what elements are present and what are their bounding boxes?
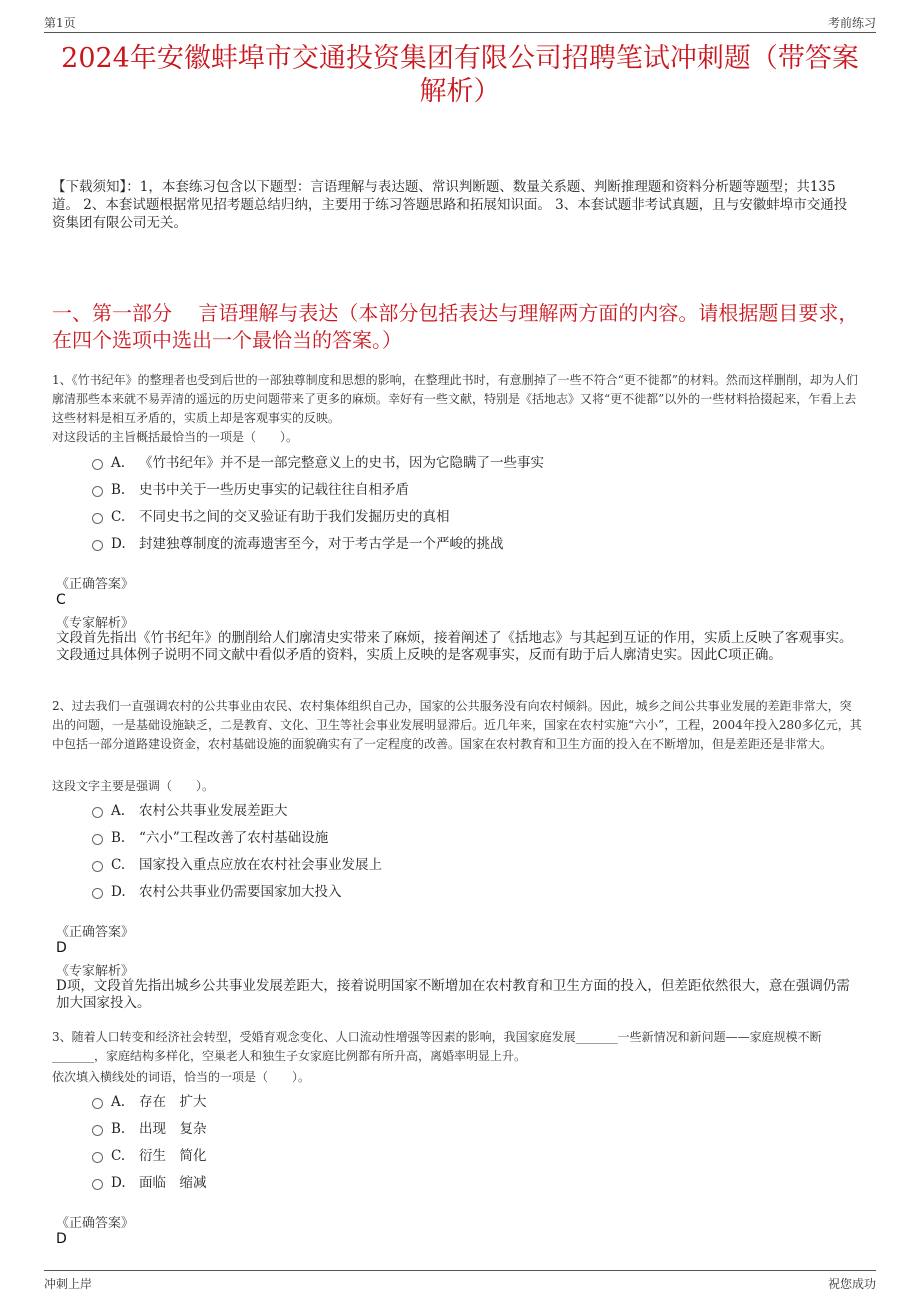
- document-title: 2024年安徽蚌埠市交通投资集团有限公司招聘笔试冲刺题（带答案解析）: [61, 43, 859, 107]
- page-number: 第1页: [44, 16, 76, 30]
- question-1-option-c[interactable]: C. 不同史书之间的交叉验证有助于我们发掘历史的真相: [92, 505, 450, 525]
- footer-right-text: 祝您成功: [827, 1277, 876, 1291]
- radio-icon[interactable]: [92, 486, 103, 497]
- page-footer: [44, 1270, 876, 1295]
- question-3-option-b[interactable]: B. 出现 复杂: [92, 1117, 207, 1137]
- question-1-text: 1、《竹书纪年》的整理者也受到后世的一部独尊制度和思想的影响，在整理此书时，有意删掉了一些不符合“更不徙都”的材料。然而这样删削，却为人们廓清那些本来就不易弄清的遥远的历史问题带来了更多的麻烦。幸好有一些文献，特别是《括地志》又将“更不徙都”以外的一些材料拾掇起来，乍看上去这些材料是相互矛盾的，实质上却是客观事实的反映。: [52, 373, 858, 425]
- question-3-text: 3、随着人口转变和经济社会转型，受婚育观念变化、人口流动性增强等因素的影响，我国家庭发展_______一些新情况和新问题——家庭规模不断_______，家庭结构多样化，空巢老人和独生子女家庭比例都有所升高，离婚率明显上升。: [52, 1030, 822, 1063]
- question-3-option-d[interactable]: D. 面临 缩减: [92, 1171, 207, 1191]
- radio-icon[interactable]: [92, 1179, 103, 1190]
- question-1-prompt: 对这段话的主旨概括最恰当的一项是（ ）。: [52, 430, 299, 444]
- question-3-prompt: 依次填入横线处的词语，恰当的一项是（ ）。: [52, 1070, 311, 1084]
- question-2-text: 2、过去我们一直强调农村的公共事业由农民、农村集体组织自己办，国家的公共服务没有向农村倾斜。因此，城乡之间公共事业发展的差距非常大，突出的问题，一是基础设施缺乏，二是教育、文化、卫生等社会事业发展明显滞后。近几年来，国家在农村实施“六小”，工程，2004年投入280多亿元，其中包括一部分道路建设资金，农村基础设施的面貌确实有了一定程度的改善。国家在农村教育和卫生方面的投入在不断增加，但是差距还是非常大。: [52, 699, 862, 751]
- radio-icon[interactable]: [92, 1098, 103, 1109]
- radio-icon[interactable]: [92, 888, 103, 899]
- radio-icon[interactable]: [92, 513, 103, 524]
- analysis-label: 《专家解析》: [56, 616, 135, 631]
- question-1-answer: C: [56, 592, 66, 608]
- answer-label: 《正确答案》: [56, 577, 135, 592]
- question-1-option-d[interactable]: D. 封建独尊制度的流毒遗害至今，对于考古学是一个严峻的挑战: [92, 532, 504, 552]
- download-notice: 【下载须知】：1，本套练习包含以下题型：言语理解与表达题、常识判断题、数量关系题、判断推理题和资料分析题等题型；共135道。 2、本套试题根据常见招考题总结归纳，主要用于练习答题思路和拓展知识面。 3、本套试题非考试真题，且与安徽蚌埠市交通投资集团有限公司无关。: [52, 179, 848, 231]
- analysis-label: 《专家解析》: [56, 964, 135, 979]
- question-2-answer: D: [56, 940, 67, 956]
- radio-icon[interactable]: [92, 459, 103, 470]
- question-3-option-a[interactable]: A. 存在 扩大: [92, 1090, 207, 1110]
- question-1-analysis: 文段首先指出《竹书纪年》的删削给人们廓清史实带来了麻烦，接着阐述了《括地志》与其起到互证的作用，实质上反映了客观事实。文段通过具体例子说明不同文献中看似矛盾的资料，实质上反映的是客观事实，反而有助于后人廓清史实。因此C项正确。: [56, 630, 853, 663]
- page-header: [44, 12, 876, 33]
- answer-label: 《正确答案》: [56, 1216, 135, 1231]
- question-2-option-a[interactable]: A. 农村公共事业发展差距大: [92, 799, 288, 819]
- question-1-option-b[interactable]: B. 史书中关于一些历史事实的记载往往自相矛盾: [92, 478, 409, 498]
- radio-icon[interactable]: [92, 1152, 103, 1163]
- question-2-option-d[interactable]: D. 农村公共事业仍需要国家加大投入: [92, 880, 342, 900]
- radio-icon[interactable]: [92, 1125, 103, 1136]
- radio-icon[interactable]: [92, 861, 103, 872]
- question-2-option-b[interactable]: B. “六小”工程改善了农村基础设施: [92, 826, 328, 846]
- question-1-option-a[interactable]: A. 《竹书纪年》并不是一部完整意义上的史书，因为它隐瞒了一些事实: [92, 451, 544, 471]
- radio-icon[interactable]: [92, 540, 103, 551]
- question-2-analysis: D项，文段首先指出城乡公共事业发展差距大，接着说明国家不断增加在农村教育和卫生方面的投入，但差距依然很大，意在强调仍需加大国家投入。: [56, 978, 850, 1011]
- radio-icon[interactable]: [92, 807, 103, 818]
- question-2-prompt: 这段文字主要是强调（ ）。: [52, 779, 215, 793]
- radio-icon[interactable]: [92, 834, 103, 845]
- header-tag: 考前练习: [827, 16, 876, 30]
- footer-left-text: 冲刺上岸: [44, 1277, 93, 1291]
- question-3-option-c[interactable]: C. 衍生 简化: [92, 1144, 207, 1164]
- question-3-answer: D: [56, 1231, 67, 1247]
- question-2-option-c[interactable]: C. 国家投入重点应放在农村社会事业发展上: [92, 853, 382, 873]
- answer-label: 《正确答案》: [56, 925, 135, 940]
- section-heading: 一、第一部分 言语理解与表达（本部分包括表达与理解两方面的内容。请根据题目要求，在四个选项中选出一个最恰当的答案。）: [52, 301, 859, 352]
